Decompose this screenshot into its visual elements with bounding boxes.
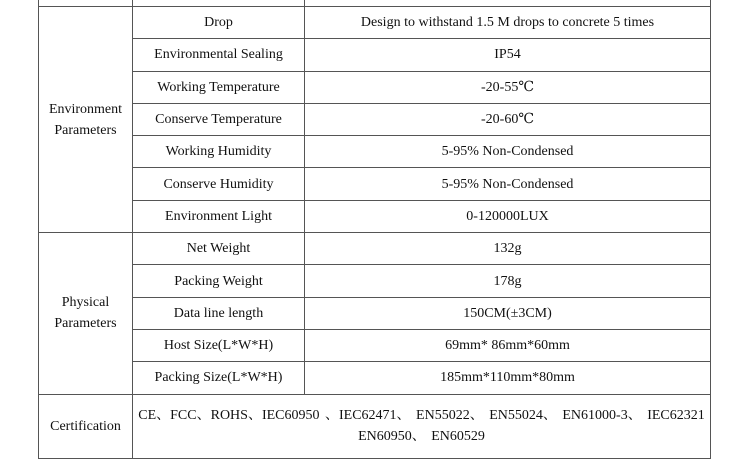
table-row <box>39 168 711 200</box>
row-label: Net Weight <box>133 233 305 265</box>
row-value: 69mm* 86mm*60mm <box>305 329 711 361</box>
row-value: 178g <box>305 265 711 297</box>
table-row <box>39 329 711 361</box>
row-value: -20-55℃ <box>305 71 711 103</box>
row-value: -20-60℃ <box>305 103 711 135</box>
table-row <box>39 136 711 168</box>
table-row <box>39 71 711 103</box>
row-label: Working Temperature <box>133 71 305 103</box>
group-label-physical: Physical Parameters <box>39 233 133 394</box>
row-label: Packing Weight <box>133 265 305 297</box>
row-value: IP54 <box>305 39 711 71</box>
row-value: 185mm*110mm*80mm <box>305 362 711 394</box>
row-value: 5-95% Non-Condensed <box>305 136 711 168</box>
table-row <box>39 103 711 135</box>
row-label: Environment Light <box>133 200 305 232</box>
table-row <box>39 233 711 265</box>
row-value: 150CM(±3CM) <box>305 297 711 329</box>
row-label: Conserve Temperature <box>133 103 305 135</box>
row-value: Design to withstand 1.5 M drops to concrete 5 times <box>305 7 711 39</box>
row-label: Working Humidity <box>133 136 305 168</box>
row-label: Packing Size(L*W*H) <box>133 362 305 394</box>
row-label: Environmental Sealing <box>133 39 305 71</box>
table-row <box>39 200 711 232</box>
row-label: Host Size(L*W*H) <box>133 329 305 361</box>
table-row <box>39 297 711 329</box>
row-label: Drop <box>133 7 305 39</box>
row-label: Conserve Humidity <box>133 168 305 200</box>
table-row <box>39 7 711 39</box>
row-label: Data line length <box>133 297 305 329</box>
table-row-certification <box>39 394 711 458</box>
row-value: 132g <box>305 233 711 265</box>
row-value: 5-95% Non-Condensed <box>305 168 711 200</box>
spec-table <box>38 0 711 459</box>
table-row <box>39 265 711 297</box>
row-value: 0-120000LUX <box>305 200 711 232</box>
table-row <box>39 362 711 394</box>
certification-value: CE、FCC、ROHS、IEC60950 、IEC62471、 EN55022、 EN55024、 EN61000-3、 IEC62321 EN60950、 EN60529 <box>133 394 711 458</box>
group-label-environment: Environment Parameters <box>39 7 133 233</box>
certification-label: Certification <box>39 394 133 458</box>
table-row <box>39 39 711 71</box>
